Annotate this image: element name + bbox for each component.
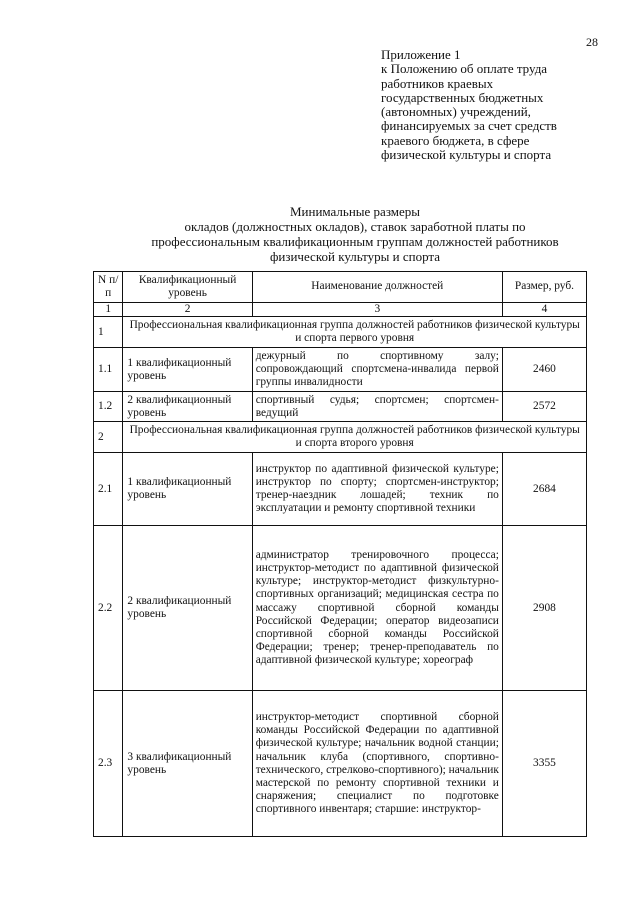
header-level: Квалификационный уровень [123, 272, 252, 303]
row-num: 2.3 [94, 691, 123, 837]
col-number: 4 [502, 303, 586, 317]
salary-size: 2572 [502, 392, 586, 422]
salary-size: 2460 [502, 348, 586, 392]
appendix-header [381, 48, 557, 162]
salary-table [93, 271, 587, 837]
col-number: 1 [94, 303, 123, 317]
col-number: 3 [252, 303, 502, 317]
qualification-level: 1 квалификационный уровень [123, 348, 252, 392]
positions-list: администратор тренировочного процесса; инструктор-методист по адаптивной физической культуре; инструктор-методист физкультурно-спортивных организаций; медицинская сестра по массажу спортивной сборной команды Российской Федерации; оператор видеозаписи спортивной сборной команды Российской Федерации; тренер; тренер-преподаватель по адаптивной физической культуре; хореограф [252, 526, 502, 691]
appendix-line: Приложение 1 [381, 47, 461, 62]
header-num: N п/п [94, 272, 123, 303]
table-row [94, 526, 587, 691]
title-line: Минимальные размеры [289, 204, 421, 219]
title-line: окладов (должностных окладов), ставок заработной платы по [184, 219, 526, 234]
row-num: 1.2 [94, 392, 123, 422]
qualification-level: 2 квалификационный уровень [123, 526, 252, 691]
salary-size: 2908 [502, 526, 586, 691]
positions-list: инструктор-методист спортивной сборной команды Российской Федерации по адаптивной физической культуре; начальник водной станции; начальник клуба (спортивного, спортивно-технического, стрелково-спортивного); начальник мастерской по ремонту спортивной техники и снаряжения; специалист по подготовке спортивного инвентаря; старшие: инструктор- [252, 691, 502, 837]
qualification-level: 2 квалификационный уровень [123, 392, 252, 422]
appendix-line: государственных бюджетных [381, 89, 544, 105]
table-row [94, 392, 587, 422]
salary-size: 2684 [502, 453, 586, 526]
qualification-level: 3 квалификационный уровень [123, 691, 252, 837]
row-num: 1.1 [94, 348, 123, 392]
header-size: Размер, руб. [502, 272, 586, 303]
salary-size: 3355 [502, 691, 586, 837]
table-row [94, 453, 587, 526]
appendix-line: (автономных) учреждений, [381, 104, 531, 120]
appendix-line: финансируемых за счет средств [381, 118, 557, 134]
appendix-line: физической культуры и спорта [381, 147, 552, 163]
row-num: 1 [94, 317, 123, 348]
col-number: 2 [123, 303, 252, 317]
table-row-group-2 [94, 422, 587, 453]
qualification-level: 1 квалификационный уровень [123, 453, 252, 526]
appendix-line: к Положению об оплате труда [381, 61, 548, 77]
row-num: 2 [94, 422, 123, 453]
group-title: Профессиональная квалификационная группа должностей работников физической культуры и спорта первого уровня [123, 317, 587, 348]
title-line: физической культуры и спорта [269, 249, 441, 264]
title-line: профессиональным квалификационным группам должностей работников [151, 234, 559, 249]
table-header-row [94, 272, 587, 303]
appendix-line: краевого бюджета, в сфере [381, 132, 530, 148]
column-number-row [94, 303, 587, 317]
group-title: Профессиональная квалификационная группа должностей работников физической культуры и спорта второго уровня [123, 422, 587, 453]
row-num: 2.1 [94, 453, 123, 526]
page-number: 28 [586, 35, 598, 49]
row-num: 2.2 [94, 526, 123, 691]
document-title [60, 204, 640, 264]
table-row [94, 691, 587, 837]
table-row [94, 348, 587, 392]
header-names: Наименование должностей [252, 272, 502, 303]
table-row-group-1 [94, 317, 587, 348]
positions-list: инструктор по адаптивной физической культуре; инструктор по спорту; спортсмен-инструктор; тренер-наездник лошадей; техник по эксплуатации и ремонту спортивной техники [252, 453, 502, 526]
positions-list: дежурный по спортивному залу; сопровождающий спортсмена-инвалида первой группы инвалидности [252, 348, 502, 392]
positions-list: спортивный судья; спортсмен; спортсмен-ведущий [252, 392, 502, 422]
appendix-line: работников краевых [381, 75, 494, 91]
